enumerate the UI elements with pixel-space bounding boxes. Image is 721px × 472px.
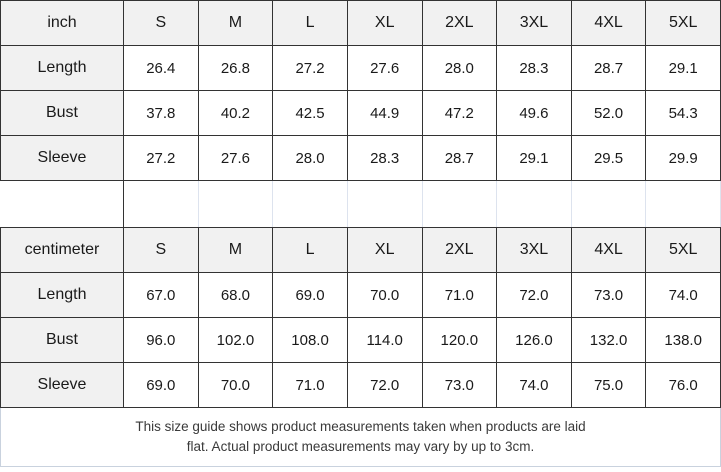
value-cell: 28.7 [571, 46, 646, 91]
spacer-cell [422, 181, 497, 228]
size-header-cell: 4XL [571, 1, 646, 46]
row-label-cell: Sleeve [1, 363, 124, 408]
spacer-cell [571, 181, 646, 228]
value-cell: 54.3 [646, 91, 721, 136]
spacer-row [1, 181, 721, 228]
value-cell: 27.2 [273, 46, 348, 91]
value-cell: 72.0 [347, 363, 422, 408]
value-cell: 69.0 [273, 273, 348, 318]
value-cell: 120.0 [422, 318, 497, 363]
value-cell: 29.1 [646, 46, 721, 91]
value-cell: 96.0 [124, 318, 199, 363]
value-cell: 114.0 [347, 318, 422, 363]
row-label-cell: Sleeve [1, 136, 124, 181]
value-cell: 71.0 [422, 273, 497, 318]
value-cell: 27.2 [124, 136, 199, 181]
value-cell: 40.2 [198, 91, 273, 136]
value-cell: 52.0 [571, 91, 646, 136]
unit-cell: centimeter [1, 228, 124, 273]
size-header-cell: 2XL [422, 228, 497, 273]
measurement-row [1, 318, 721, 363]
size-note-box [0, 408, 721, 467]
size-header-cell: 3XL [497, 1, 572, 46]
size-table-body [1, 1, 721, 408]
spacer-cell [273, 181, 348, 228]
value-cell: 70.0 [347, 273, 422, 318]
row-label-cell: Bust [1, 91, 124, 136]
row-label-cell: Length [1, 46, 124, 91]
value-cell: 75.0 [571, 363, 646, 408]
value-cell: 37.8 [124, 91, 199, 136]
value-cell: 27.6 [198, 136, 273, 181]
value-cell: 132.0 [571, 318, 646, 363]
value-cell: 138.0 [646, 318, 721, 363]
spacer-cell [497, 181, 572, 228]
value-cell: 70.0 [198, 363, 273, 408]
value-cell: 74.0 [497, 363, 572, 408]
value-cell: 42.5 [273, 91, 348, 136]
value-cell: 74.0 [646, 273, 721, 318]
value-cell: 68.0 [198, 273, 273, 318]
value-cell: 29.9 [646, 136, 721, 181]
measurement-row [1, 46, 721, 91]
value-cell: 73.0 [571, 273, 646, 318]
value-cell: 28.0 [422, 46, 497, 91]
value-cell: 72.0 [497, 273, 572, 318]
value-cell: 28.3 [497, 46, 572, 91]
size-header-cell: S [124, 228, 199, 273]
size-header-cell: XL [347, 1, 422, 46]
value-cell: 49.6 [497, 91, 572, 136]
measurement-row [1, 136, 721, 181]
value-cell: 28.0 [273, 136, 348, 181]
size-header-cell: S [124, 1, 199, 46]
size-header-cell: L [273, 228, 348, 273]
row-label-cell: Length [1, 273, 124, 318]
value-cell: 73.0 [422, 363, 497, 408]
size-header-cell: 5XL [646, 1, 721, 46]
size-header-cell: M [198, 1, 273, 46]
value-cell: 28.3 [347, 136, 422, 181]
value-cell: 47.2 [422, 91, 497, 136]
measurement-row [1, 273, 721, 318]
value-cell: 102.0 [198, 318, 273, 363]
size-header-cell: 5XL [646, 228, 721, 273]
value-cell: 108.0 [273, 318, 348, 363]
value-cell: 29.1 [497, 136, 572, 181]
value-cell: 76.0 [646, 363, 721, 408]
size-header-cell: 2XL [422, 1, 497, 46]
row-label-cell: Bust [1, 318, 124, 363]
value-cell: 26.8 [198, 46, 273, 91]
size-header-cell: 4XL [571, 228, 646, 273]
measurement-row [1, 363, 721, 408]
value-cell: 71.0 [273, 363, 348, 408]
spacer-cell [198, 181, 273, 228]
spacer-cell [347, 181, 422, 228]
value-cell: 69.0 [124, 363, 199, 408]
spacer-cell [124, 181, 199, 228]
value-cell: 27.6 [347, 46, 422, 91]
size-header-cell: L [273, 1, 348, 46]
value-cell: 29.5 [571, 136, 646, 181]
size-header-row [1, 1, 721, 46]
measurement-row [1, 91, 721, 136]
size-header-cell: 3XL [497, 228, 572, 273]
size-header-cell: M [198, 228, 273, 273]
size-header-cell: XL [347, 228, 422, 273]
size-note-text: This size guide shows product measurements taken when products are laid flat. Actual product measurements may vary by up to 3cm. [135, 418, 586, 454]
spacer-cell [1, 181, 124, 228]
value-cell: 28.7 [422, 136, 497, 181]
value-cell: 67.0 [124, 273, 199, 318]
unit-cell: inch [1, 1, 124, 46]
spacer-cell [646, 181, 721, 228]
size-header-row [1, 228, 721, 273]
value-cell: 26.4 [124, 46, 199, 91]
value-cell: 126.0 [497, 318, 572, 363]
value-cell: 44.9 [347, 91, 422, 136]
